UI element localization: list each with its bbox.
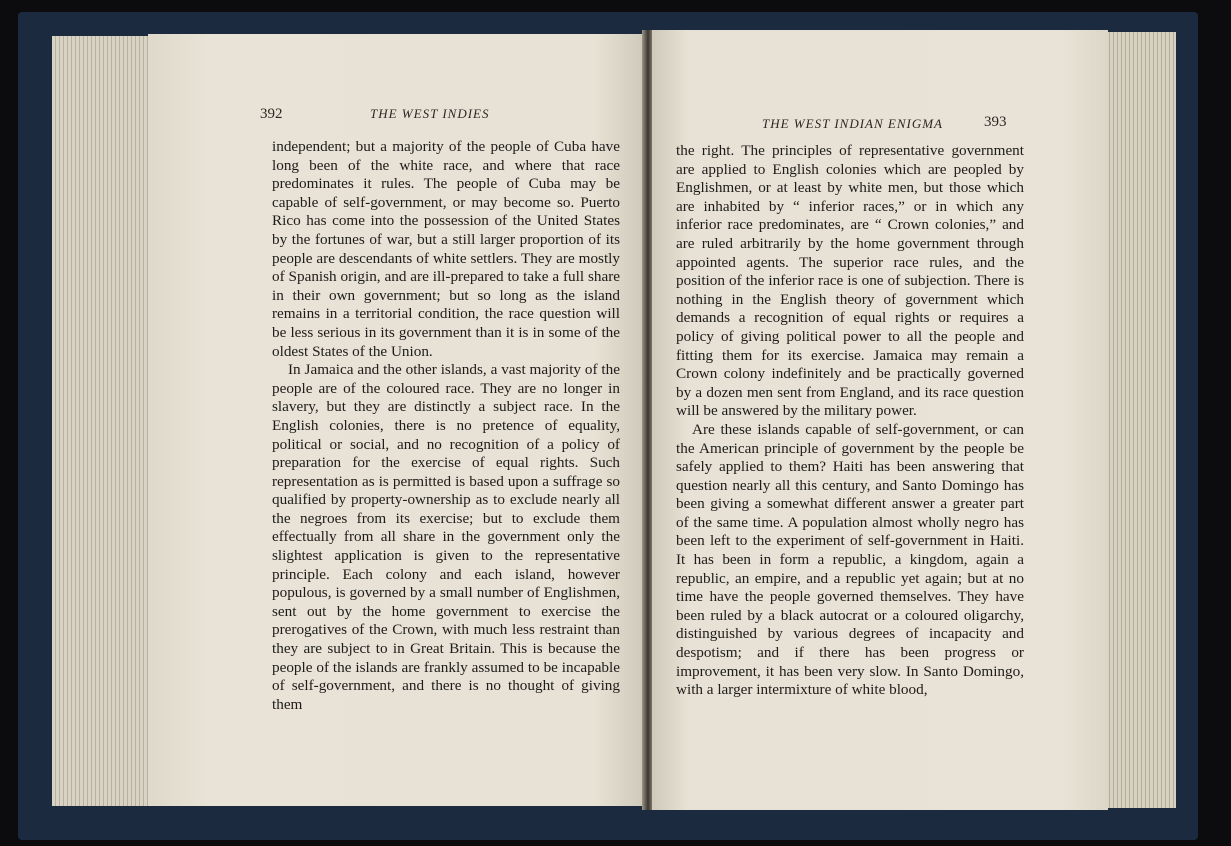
right-page-edges <box>1098 32 1176 808</box>
left-paragraph-2: In Jamaica and the other islands, a vast majority of the people are of the coloured race. They are no longer in slavery, but they are distinctly a subject race. In the English colonies, there is no pretence of equality, political or social, and no recognition of a policy of preparation for the exercise of equal rights. Such representation as is permitted is based upon a suffrage so qualified by property-ownership as to exclude nearly all the negroes from its exercise; but to exclude them effectually from all share in the government only the slightest application is given to the representative principle. Each colony and each island, however populous, is governed by a small number of Englishmen, sent out by the home government to exercise the prerogatives of the Crown, with much less restraint than they are subject to in Great Britain. This is because the people of the islands are frankly assumed to be incapable of self-government, and there is no thought of giving them <box>272 361 620 713</box>
left-page-edges <box>52 36 152 806</box>
right-page-number: 393 <box>984 114 1007 130</box>
left-page-number: 392 <box>260 106 283 122</box>
right-page-body <box>676 142 1024 700</box>
left-page <box>148 34 644 806</box>
right-paragraph-1: the right. The principles of representative government are applied to English colonies which are peopled by Englishmen, or at least by white men, but those which are inhabited by “ inferior races,” or in which any inferior race predominates, are “ Crown colonies,” and are ruled arbitrarily by the home government through appointed agents. The superior race rules, and the position of the inferior race is one of subjection. There is nothing in the English theory of government which demands a recognition of equal rights or requires a policy of giving political power to all the people and fitting them for its exercise. Jamaica may remain a Crown colony indefinitely and be practically governed by a dozen men sent from England, and its race question will be answered by the military power. <box>676 142 1024 420</box>
left-page-body <box>272 138 620 714</box>
right-running-head: THE WEST INDIAN ENIGMA <box>762 116 944 131</box>
left-paragraph-1: independent; but a majority of the people of Cuba have long been of the white race, and where that race predominates it rules. The people of Cuba may be capable of self-government, or may become so. Puerto Rico has come into the possession of the United States by the fortunes of war, but a still larger proportion of its people are descendants of white settlers. They are mostly of Spanish origin, and are ill-prepared to take a full share in their own government; but so long as the island remains in a territorial condition, the race question will be less serious in its government than it is in some of the oldest States of the Union. <box>272 138 620 360</box>
left-running-head: THE WEST INDIES <box>370 106 490 121</box>
right-page <box>652 30 1108 810</box>
right-paragraph-2: Are these islands capable of self-government, or can the American principle of government by the people be safely applied to them? Haiti has been answering that question nearly all this century, and Santo Domingo has been giving a somewhat different answer a greater part of the same time. A population almost wholly negro has been left to the experiment of self-government in Haiti. It has been in form a republic, a kingdom, again a republic, an empire, and a republic yet again; but at no time have the people governed themselves. They have been ruled by a black autocrat or a coloured oligarchy, distinguished by various degrees of incapacity and despotism; and if there has been progress or improvement, it has been very slow. In Santo Domingo, with a larger intermixture of white blood, <box>676 420 1024 699</box>
